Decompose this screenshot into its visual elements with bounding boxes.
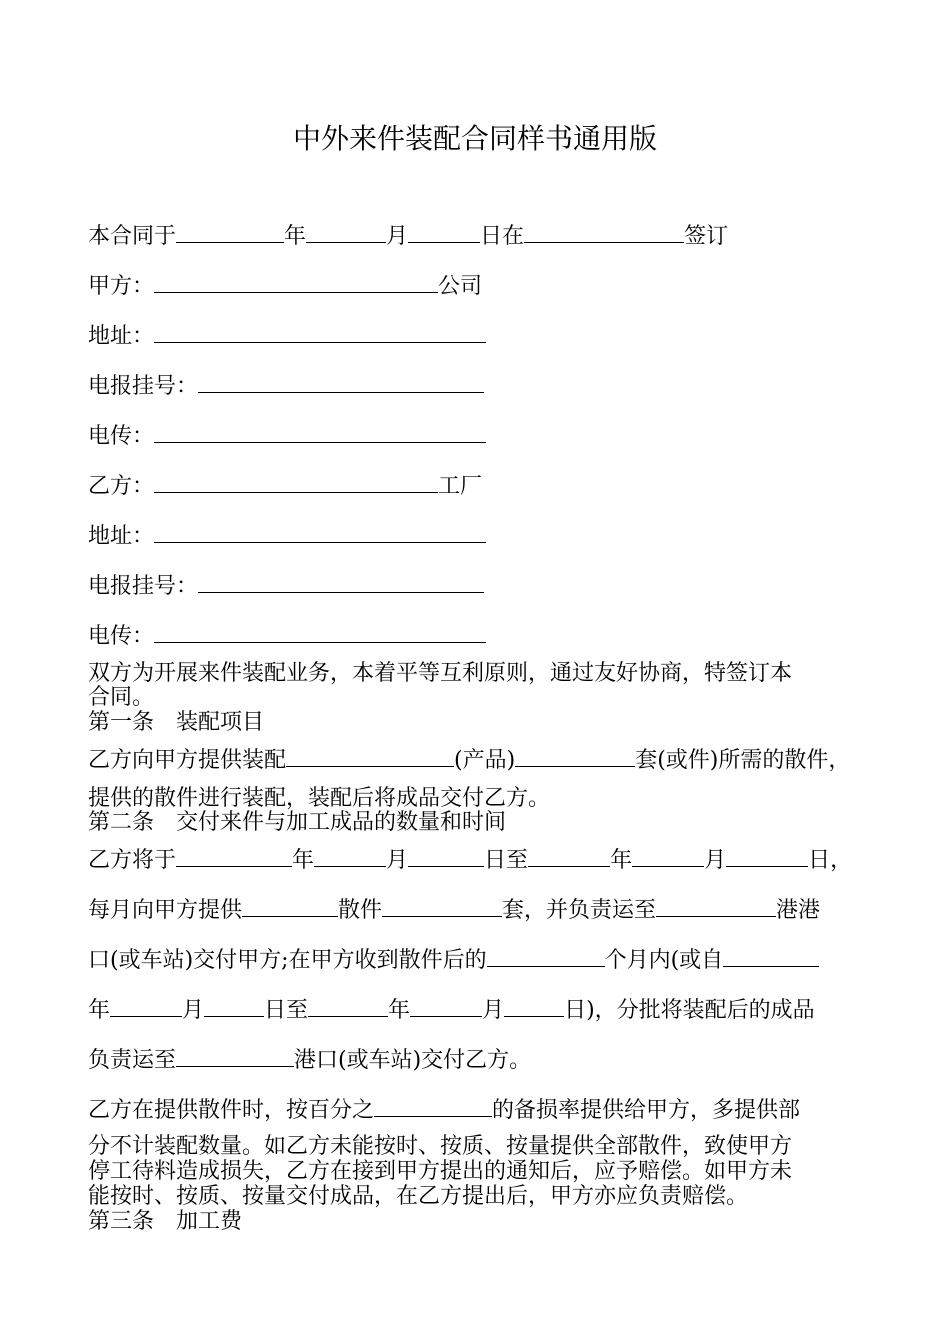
- blank: [410, 996, 482, 1017]
- blank: [176, 1046, 294, 1067]
- article2-line-3: 口(或车站)交付甲方;在甲方收到散件后的 个月内(或自: [88, 946, 819, 974]
- party-b-telegram: 电报挂号：: [88, 572, 484, 600]
- blank: [154, 322, 486, 343]
- blank: [306, 222, 386, 243]
- blank: [374, 1096, 492, 1117]
- blank: [286, 746, 454, 767]
- blank: [154, 272, 438, 293]
- party-b-line: 乙方： 工厂: [88, 474, 483, 499]
- blank: [204, 996, 264, 1017]
- blank: [408, 222, 480, 243]
- article2-para2-line-4: 能按时、按质、按量交付成品，在乙方提出后，甲方亦应负责赔偿。: [88, 1184, 749, 1209]
- blank: [308, 996, 388, 1017]
- blank: [656, 896, 776, 917]
- article2-para2-line-3: 停工待料造成损失，乙方在接到甲方提出的通知后，应予赔偿。如甲方未: [88, 1159, 793, 1184]
- blank: [176, 222, 284, 243]
- article2-para2-line-1: 乙方在提供散件时，按百分之 的备损率提供给甲方，多提供部: [88, 1098, 801, 1123]
- blank: [154, 622, 486, 643]
- blank: [314, 846, 386, 867]
- party-a-telegram: 电报挂号：: [88, 372, 484, 400]
- article2-line-5: 负责运至 港口(或车站)交付乙方。: [88, 1048, 532, 1073]
- blank: [632, 846, 704, 867]
- blank: [176, 846, 292, 867]
- blank: [528, 846, 610, 867]
- sign-line: 本合同于 年 月 日在 签订: [88, 224, 729, 249]
- blank: [154, 422, 486, 443]
- blank: [110, 996, 182, 1017]
- article2-para2-line-2: 分不计装配数量。如乙方未能按时、按质、按量提供全部散件，致使甲方: [88, 1134, 793, 1159]
- blank: [524, 222, 684, 243]
- party-b-address: 地址：: [88, 522, 486, 550]
- article2-line-4: 年 月 日至 年 月 日)，分批将装配后的成品: [88, 998, 815, 1023]
- preamble-line-1: 双方为开展来件装配业务，本着平等互利原则，通过友好协商，特签订本: [88, 661, 793, 686]
- preamble-line-2: 合同。: [88, 685, 155, 710]
- blank: [198, 572, 484, 593]
- party-a-line: 甲方： 公司: [88, 274, 483, 299]
- blank: [408, 846, 484, 867]
- article1-heading: 第一条 装配项目: [88, 710, 265, 735]
- blank: [154, 472, 438, 493]
- article3-heading: 第三条 加工费: [88, 1209, 243, 1234]
- article1-line-2: 提供的散件进行装配，装配后将成品交付乙方。: [88, 786, 551, 811]
- blank: [487, 946, 605, 967]
- blank: [515, 746, 635, 767]
- blank: [726, 846, 808, 867]
- blank: [382, 896, 502, 917]
- blank: [198, 372, 484, 393]
- party-a-fax: 电传：: [88, 422, 486, 450]
- article2-heading: 第二条 交付来件与加工成品的数量和时间: [88, 810, 507, 835]
- article2-line-1: 乙方将于 年 月 日至 年 月 日，: [88, 848, 853, 873]
- blank: [723, 946, 819, 967]
- blank: [154, 522, 486, 543]
- blank: [242, 896, 338, 917]
- party-a-address: 地址：: [88, 322, 486, 350]
- article2-line-2: 每月向甲方提供 散件 套，并负责运至 港港: [88, 898, 821, 923]
- document-title: 中外来件装配合同样书通用版: [292, 122, 657, 155]
- blank: [504, 996, 564, 1017]
- party-b-fax: 电传：: [88, 622, 486, 650]
- article1-line-1: 乙方向甲方提供装配 (产品) 套(或件)所需的散件，: [88, 748, 851, 773]
